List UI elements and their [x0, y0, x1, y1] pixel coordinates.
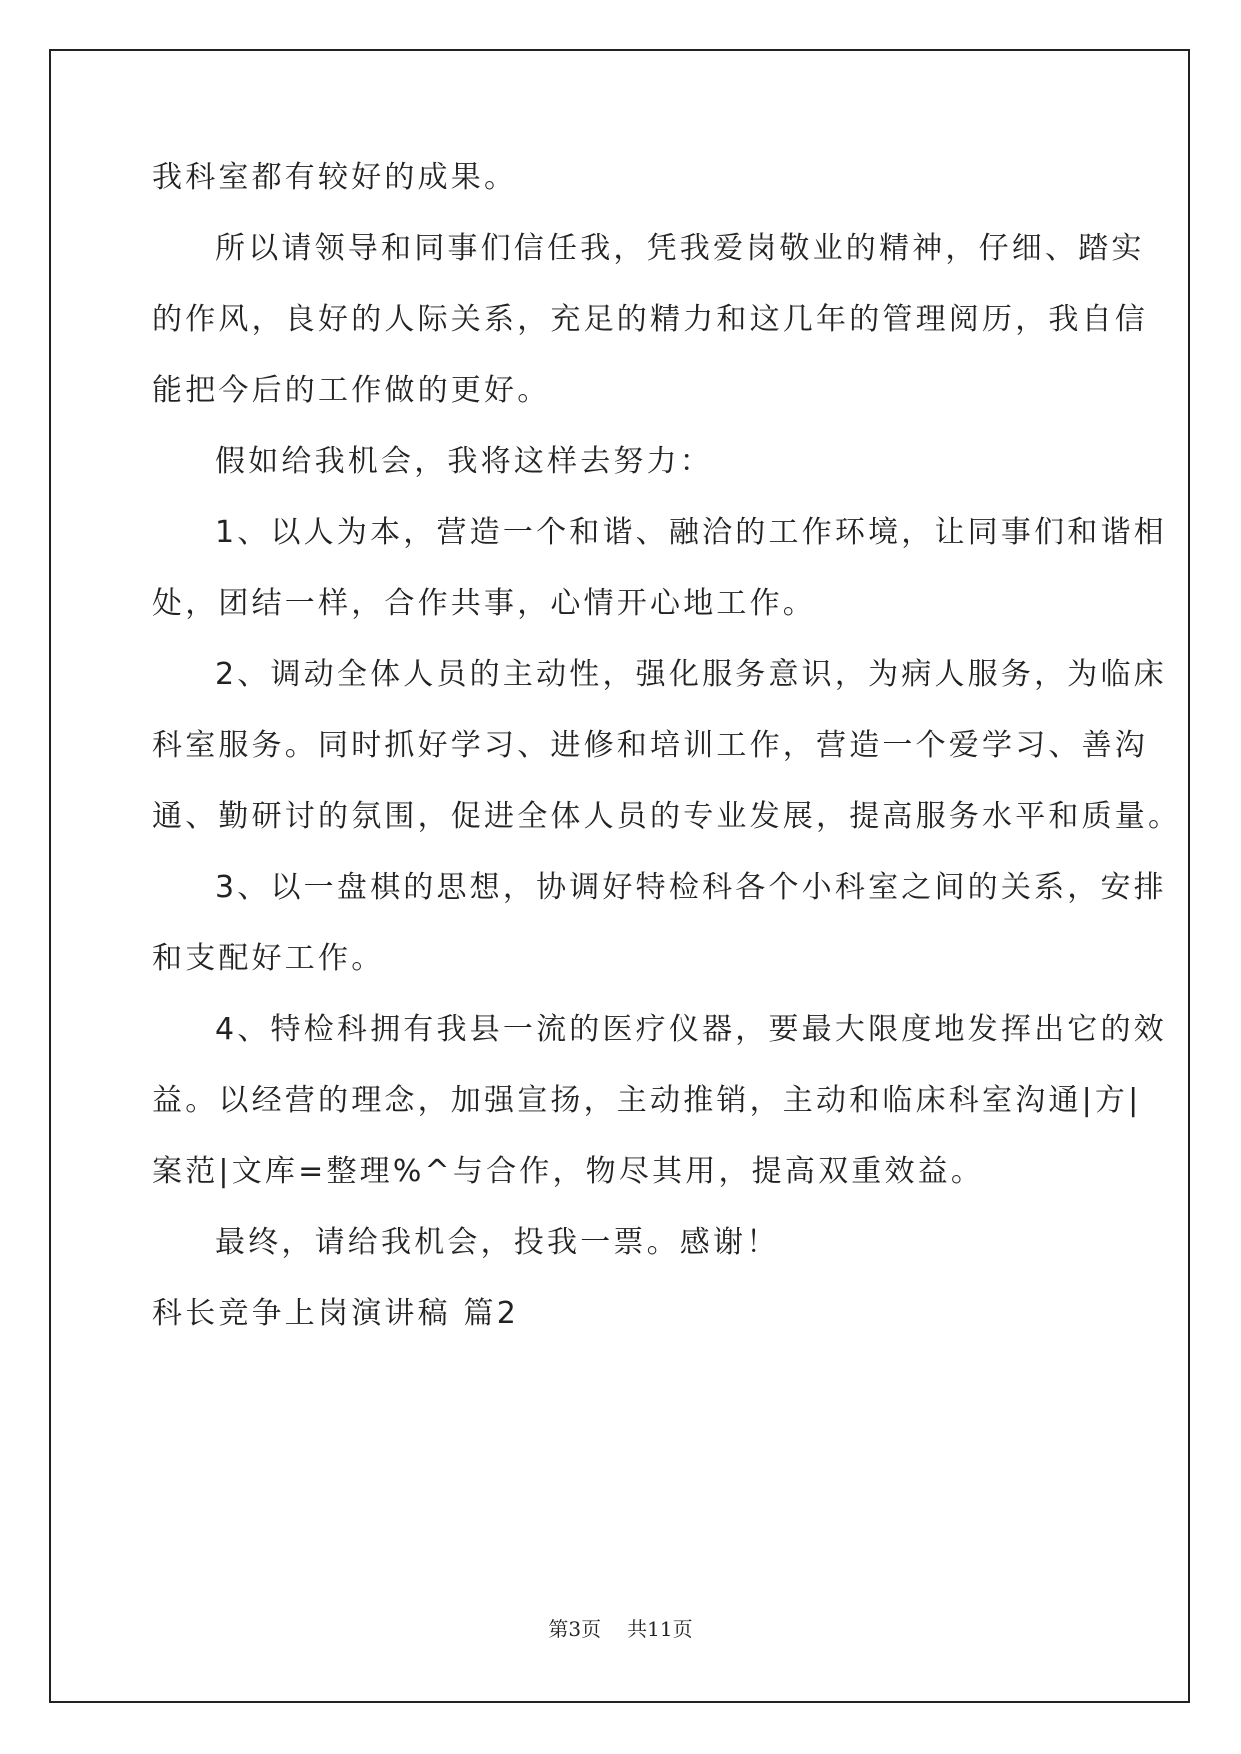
paragraph-line: 假如给我机会，我将这样去努力：: [215, 444, 713, 479]
paragraph-line: 我科室都有较好的成果。: [152, 160, 518, 195]
paragraph-line: 和支配好工作。: [152, 941, 385, 976]
paragraph-line: 最终，请给我机会，投我一票。感谢！: [215, 1225, 780, 1260]
paragraph-line: 4、特检科拥有我县一流的医疗仪器，要最大限度地发挥出它的效: [215, 1012, 1167, 1047]
paragraph-line: 3、以一盘棋的思想，协调好特检科各个小科室之间的关系，安排: [215, 870, 1167, 905]
paragraph-line: 所以请领导和同事们信任我，凭我爱岗敬业的精神，仔细、踏实: [215, 231, 1145, 266]
paragraph-line: 科室服务。同时抓好学习、进修和培训工作，营造一个爱学习、善沟: [152, 728, 1148, 763]
section-heading: 科长竞争上岗演讲稿 篇2: [152, 1296, 520, 1331]
current-page-label: 第3页: [548, 1617, 602, 1641]
paragraph-line: 案范|文库=整理%^与合作，物尽其用，提高双重效益。: [152, 1154, 985, 1189]
total-pages-label: 共11页: [627, 1617, 693, 1641]
paragraph-line: 能把今后的工作做的更好。: [152, 373, 551, 408]
page-footer: [0, 1616, 1241, 1642]
paragraph-line: 1、以人为本，营造一个和谐、融洽的工作环境，让同事们和谐相: [215, 515, 1167, 550]
paragraph-line: 2、调动全体人员的主动性，强化服务意识，为病人服务，为临床: [215, 657, 1167, 692]
paragraph-line: 通、勤研讨的氛围，促进全体人员的专业发展，提高服务水平和质量。: [152, 799, 1182, 834]
paragraph-line: 处，团结一样，合作共事，心情开心地工作。: [152, 586, 816, 621]
paragraph-line: 的作风，良好的人际关系，充足的精力和这几年的管理阅历，我自信: [152, 302, 1148, 337]
paragraph-line: 益。以经营的理念，加强宣扬，主动推销，主动和临床科室沟通|方|: [152, 1083, 1142, 1118]
